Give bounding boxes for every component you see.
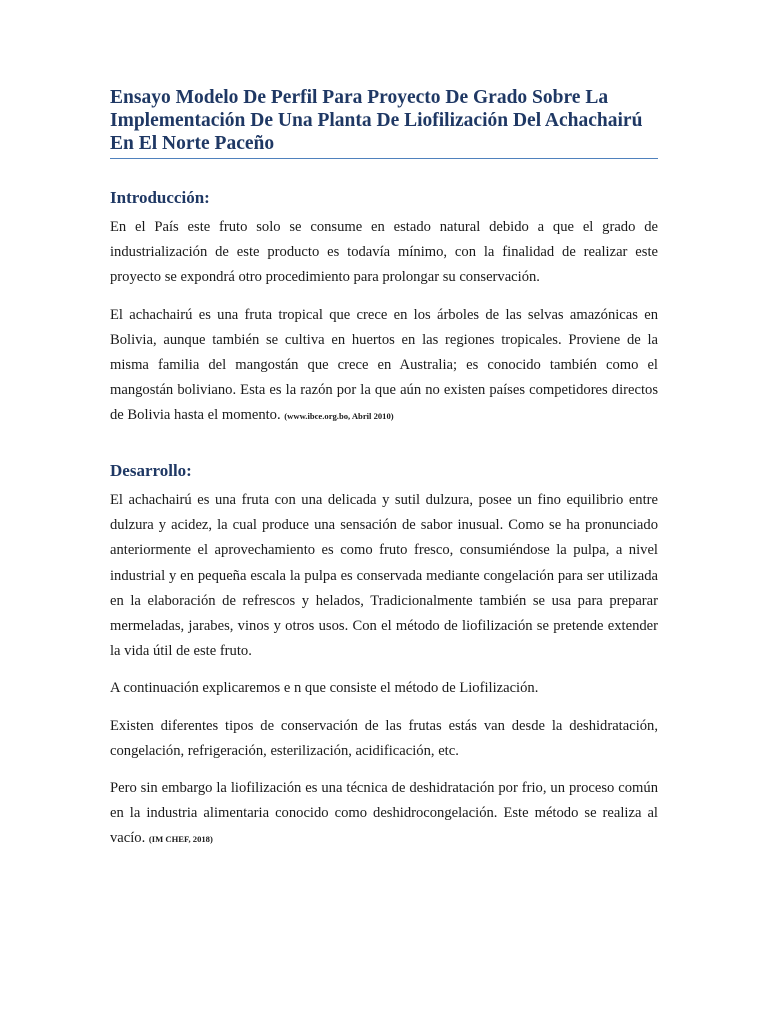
document-title: Ensayo Modelo De Perfil Para Proyecto De Grado Sobre La Implementación De Una Planta De Liofilización Del Achachairú En El Norte Paceño (110, 87, 643, 154)
introduccion-paragraph-1: En el País este fruto solo se consume en estado natural debido a que el grado de industrialización de este producto es todavía mínimo, con la finalidad de realizar este proyecto se expondrá otro procedimiento para prolongar su conservación. (110, 219, 658, 286)
section-introduccion (110, 187, 658, 442)
desarrollo-paragraph-4 (110, 776, 658, 853)
citation-ibce: (www.ibce.org.bo, Abril 2010) (284, 411, 394, 422)
desarrollo-paragraph-4-text: Pero sin embargo la liofilización es una técnica de deshidratación por frio, un proceso común en la industria alimentaria conocido como deshidrocongelación. Este método se realiza al vacío. (110, 780, 658, 847)
desarrollo-heading: Desarrollo: (110, 461, 192, 480)
introduccion-heading: Introducción: (110, 188, 210, 207)
introduccion-paragraph-2-text: El achachairú es una fruta tropical que crece en los árboles de las selvas amazónicas en Bolivia, aunque también se cultiva en huertos en las regiones tropicales. Proviene de la misma familia del mangostán que crece en Australia; es conocido también como el mangostán boliviano. Esta es la razón por la que aún no existen países competidores directos de Bolivia hasta el momento. (110, 306, 658, 424)
desarrollo-paragraph-1: El achachairú es una fruta con una delicada y sutil dulzura, posee un fino equilibrio entre dulzura y acidez, la cual produce una sensación de sabor inusual. Como se ha pronunciado anteriormente el aprovechamiento es como fruto fresco, consumiéndose la pulpa, a nivel industrial y en pequeña escala la pulpa es conservada mediante congelación para ser utilizada en la elaboración de refrescos y helados, Tradicionalmente también se usa para preparar mermeladas, jarabes, vinos y otros usos. Con el método de liofilización se pretende extender la vida útil de este fruto. (110, 492, 658, 660)
desarrollo-paragraph-3: Existen diferentes tipos de conservación de las frutas estás van desde la deshidratación, congelación, refrigeración, esterilización, acidificación, etc. (110, 717, 658, 759)
desarrollo-paragraph-2: A continuación explicaremos e n que consiste el método de Liofilización. (110, 680, 539, 697)
title-underline (110, 158, 658, 159)
introduccion-paragraph-2 (110, 303, 658, 430)
section-desarrollo (110, 460, 658, 865)
citation-im-chef: (IM CHEF, 2018) (148, 834, 213, 845)
